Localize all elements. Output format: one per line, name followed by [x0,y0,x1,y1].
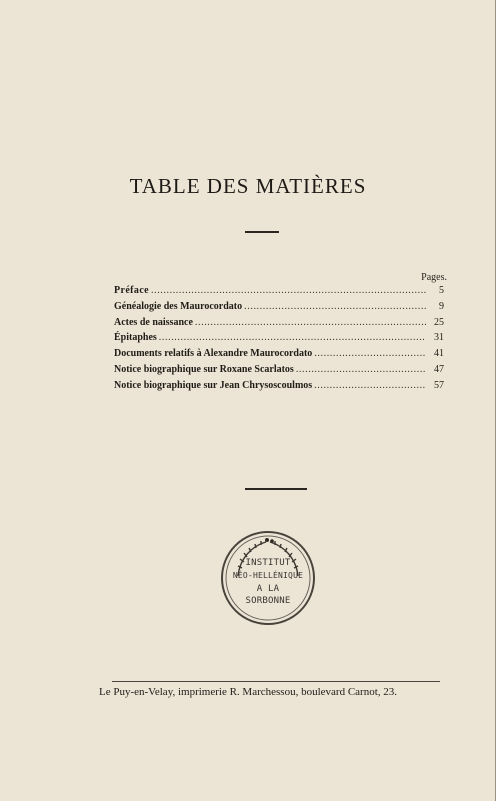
footer-rule [112,681,440,682]
toc-entry-page: 25 [434,316,444,328]
toc-entry-label: Épitaphes [114,332,157,344]
toc-entry-label: Notice biographique sur Roxane Scarlatos [114,363,294,375]
stamp-line-3: A LA [256,584,280,594]
toc-entry [114,283,444,299]
leader-dots [151,283,426,299]
leader-dots [296,362,426,378]
toc-entry-page: 47 [434,363,444,375]
toc-entry [114,315,444,331]
toc-entry-page: 57 [434,379,444,391]
title-divider [245,231,279,233]
leader-dots [195,315,426,331]
toc-entry-label: Notice biographique sur Jean Chrysoscoulmos [114,379,313,391]
leader-dots [159,330,426,346]
toc-entry-label: Documents relatifs à Alexandre Maurocordato [114,348,313,360]
toc-entry [114,346,444,362]
section-divider [245,488,307,490]
leader-dots [314,378,426,394]
library-stamp [218,528,318,628]
toc-entry-label: Généalogie des Maurocordato [114,300,243,312]
stamp-line-4: SORBONNE [245,596,291,606]
stamp-line-2: NÉO-HELLÉNIQUE [232,571,304,580]
toc-entry-page: 5 [439,285,444,296]
toc-entry-page: 41 [434,348,444,360]
table-of-contents [114,283,444,394]
toc-entry-label: Préface [114,285,149,296]
leader-dots [244,299,426,315]
toc-entry [114,378,444,394]
printer-imprint: Le Puy-en-Velay, imprimerie R. Marchessou, boulevard Carnot, 23. [98,686,398,698]
document-title: TABLE DES MATIÈRES [129,174,367,198]
toc-entry-page: 31 [434,332,444,344]
leader-dots [314,346,426,362]
toc-entry [114,299,444,315]
stamp-line-1: INSTITUT [245,558,291,568]
toc-entry [114,330,444,346]
pages-column-header: Pages. [421,272,447,283]
toc-entry-label: Actes de naissance [114,316,193,328]
toc-entry-page: 9 [439,300,444,312]
toc-entry [114,362,444,378]
